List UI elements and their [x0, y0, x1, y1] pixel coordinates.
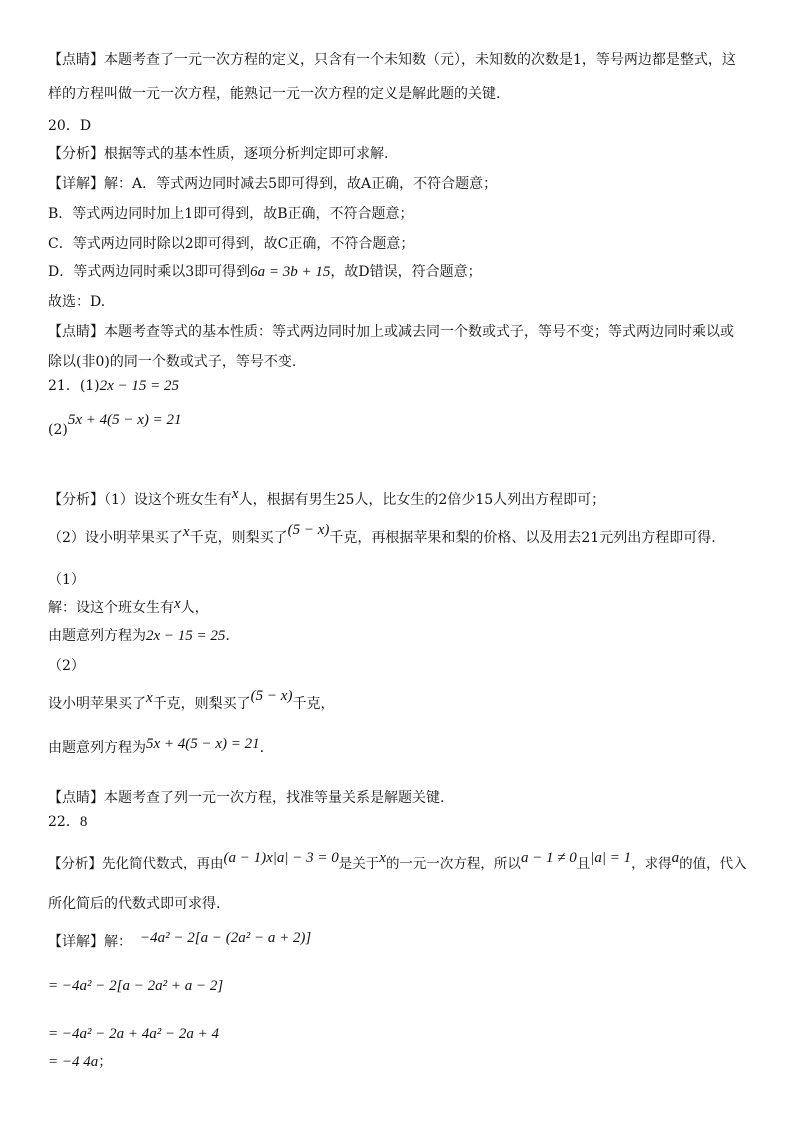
- text-line: 【点睛】本题考查了一元一次方程的定义，只含有一个未知数（元），未知数的次数是1，等号两边都是整式，这: [48, 52, 736, 68]
- text-segment: 千克，则梨买了: [189, 530, 288, 546]
- answer-heading-22: [48, 812, 87, 832]
- math-expression: −4a² − 2[a − (2a² − a + 2)]: [140, 930, 312, 946]
- answer-heading-20: 20．D: [48, 118, 92, 134]
- math-expression: 5x + 4(5 − x) = 21: [67, 412, 182, 428]
- text-line: 所化简后的代数式即可求得.: [48, 896, 221, 912]
- text-line: [48, 598, 209, 618]
- text-segment: 解：设这个班女生有: [48, 600, 174, 616]
- text-line: （1）: [48, 572, 85, 588]
- text-line: [48, 738, 264, 758]
- text-segment: 是关于: [338, 856, 380, 872]
- text-segment: ；: [98, 1054, 113, 1070]
- text-segment: D．等式两边同时乘以3即可得到: [48, 264, 251, 280]
- text-segment: 千克，则梨买了: [152, 696, 251, 712]
- math-variable: x: [379, 850, 386, 866]
- text-segment: 人，根据有男生25人，比女生的2倍少15人列出方程即可；: [238, 492, 606, 508]
- text-segment: 21．(1): [48, 378, 100, 394]
- text-line: [48, 850, 747, 874]
- text-segment: 人，: [180, 600, 209, 616]
- text-line: [48, 262, 482, 282]
- math-expression: 2x − 15 = 25: [146, 628, 226, 644]
- text-segment: （2）设小明苹果买了: [48, 530, 183, 546]
- text-line: [48, 410, 182, 438]
- text-line: B．等式两边同时加上1即可得到，故B正确，不符合题意；: [48, 206, 414, 222]
- text-segment: 千克，再根据苹果和梨的价格、以及用去21元列出方程即可得.: [329, 530, 716, 546]
- text-line: [48, 522, 716, 548]
- text-segment: 且: [576, 856, 591, 872]
- math-variable: x: [146, 690, 153, 706]
- text-segment: 的值，代入: [679, 856, 747, 872]
- text-segment: (2): [48, 422, 68, 438]
- math-line: = −4a² − 2[a − 2a² + a − 2]: [48, 978, 224, 994]
- math-expression: |a| = 1: [590, 850, 632, 866]
- text-line: [48, 932, 311, 952]
- text-segment: ，故D错误，符合题意；: [330, 264, 482, 280]
- math-variable: x: [174, 596, 181, 612]
- math-variable: x: [182, 524, 190, 540]
- text-line: [48, 688, 335, 714]
- text-line: 除以(非0)的同一个数或式子，等号不变.: [48, 354, 297, 370]
- math-variable: a: [671, 850, 680, 866]
- math-expression: 6a = 3b + 15: [250, 264, 331, 280]
- math-expression: (a − 1)x|a| − 3 = 0: [223, 850, 339, 866]
- text-line: 样的方程叫做一元一次方程，能熟记一元一次方程的定义是解此题的关键.: [48, 86, 501, 102]
- answer-heading-21: [48, 376, 179, 396]
- text-segment: ，求得: [631, 856, 672, 872]
- text-line: 【分析】根据等式的基本性质，逐项分析判定即可求解.: [48, 146, 389, 162]
- text-segment: 由题意列方程为: [48, 740, 146, 756]
- text-line: （2）: [48, 658, 85, 674]
- text-segment: 千克，: [292, 696, 335, 712]
- text-line: 【点睛】本题考查了列一元一次方程，找准等量关系是解题关键.: [48, 790, 445, 806]
- text-segment: 的一元一次方程，所以: [385, 856, 521, 872]
- text-line: 故选：D.: [48, 294, 106, 310]
- text-line: C．等式两边同时除以2即可得到，故C正确，不符合题意；: [48, 236, 415, 252]
- text-line: 【点睛】本题考查等式的基本性质：等式两边同时加上或减去同一个数或式子，等号不变；等式两边同时乘以或: [48, 324, 734, 340]
- math-expression: 5x + 4(5 − x) = 21: [146, 736, 260, 752]
- text-segment: 【分析】（1）设这个班女生有: [48, 492, 232, 508]
- text-segment: .: [259, 740, 265, 756]
- math-expression: = −4 4a: [48, 1054, 99, 1070]
- math-line: [48, 1052, 112, 1072]
- text-segment: 22．: [48, 814, 80, 830]
- text-segment: 【详解】解：: [48, 934, 132, 950]
- math-line: = −4a² − 2a + 4a² − 2a + 4: [48, 1026, 219, 1042]
- text-segment: 由题意列方程为: [48, 628, 146, 644]
- math-expression: a − 1 ≠ 0: [520, 850, 577, 866]
- math-expression: (5 − x): [287, 522, 330, 538]
- math-expression: (5 − x): [250, 688, 293, 704]
- text-line: [48, 486, 606, 510]
- text-line: 【详解】解：A．等式两边同时减去5即可得到，故A正确，不符合题意；: [48, 176, 498, 192]
- math-variable: x: [231, 486, 239, 502]
- math-expression: 8: [79, 814, 88, 830]
- text-segment: 【分析】先化简代数式，再由: [48, 856, 224, 872]
- math-expression: 2x − 15 = 25: [99, 378, 180, 394]
- text-segment: 设小明苹果买了: [48, 696, 146, 712]
- text-segment: .: [225, 628, 230, 644]
- text-line: [48, 626, 230, 646]
